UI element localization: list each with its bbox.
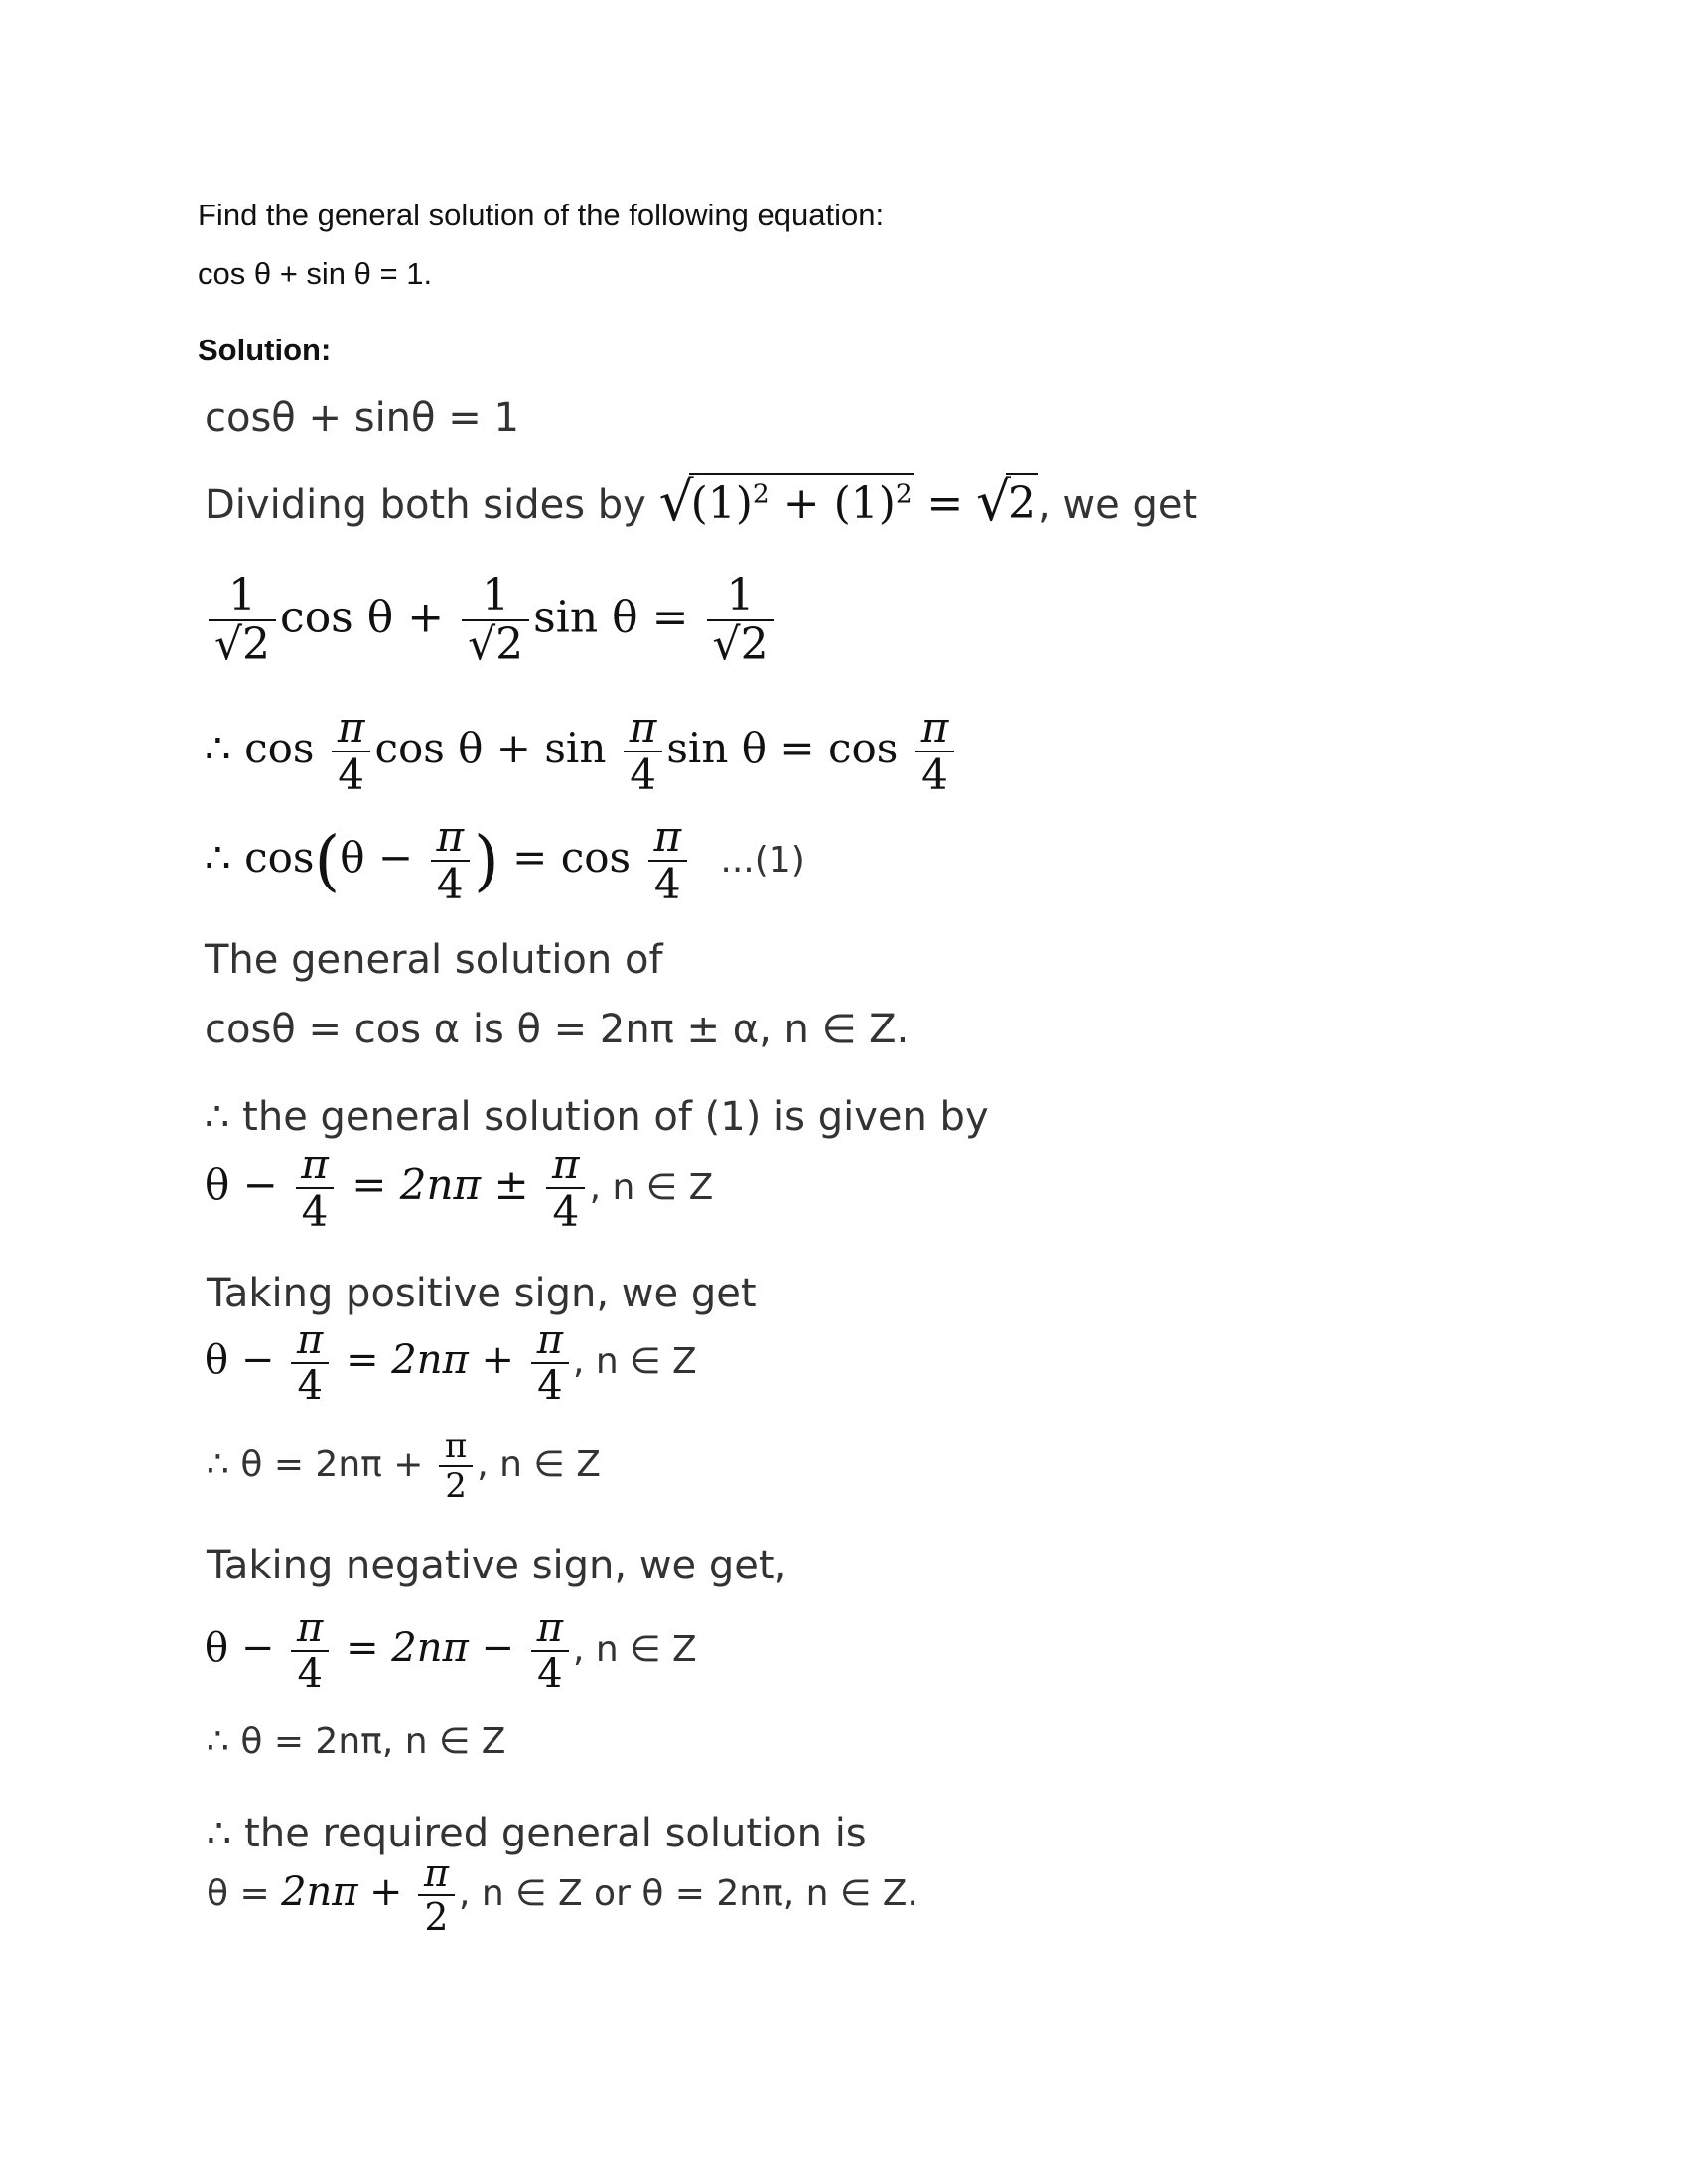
plus-sign: + <box>407 592 445 643</box>
two-n-pi: 2nπ <box>391 1337 469 1383</box>
sqrt-expression <box>658 470 914 533</box>
cos-label: cos <box>827 724 899 772</box>
plus-minus-sign: ± <box>493 1160 529 1209</box>
numerator: π <box>552 1140 580 1188</box>
cos-label: cos <box>244 724 315 772</box>
two-n-pi: 2nπ <box>399 1160 482 1209</box>
therefore-sign: ∴ <box>205 724 231 772</box>
dividing-step <box>205 470 1198 533</box>
denominator: 4 <box>332 751 370 796</box>
theta: θ <box>205 1160 230 1209</box>
minus-sign: − <box>242 1160 278 1209</box>
fraction-pi-over-four <box>624 703 663 799</box>
general-solution-formula: cosθ = cos α is θ = 2nπ ± α, n ∈ Z. <box>205 1007 910 1052</box>
denominator: 4 <box>291 1362 328 1406</box>
cos-label: cos <box>560 833 632 882</box>
equation-general <box>205 1140 714 1236</box>
fraction-pi-over-two <box>439 1427 473 1506</box>
result-positive-prefix: ∴ θ = 2nπ + <box>207 1444 424 1485</box>
n-in-z: , n ∈ Z <box>589 1167 714 1208</box>
denominator: 4 <box>296 1187 335 1233</box>
numerator: π <box>301 1140 329 1188</box>
dividing-prefix: Dividing both sides by <box>205 482 646 528</box>
denominator: 4 <box>915 751 954 796</box>
cos-theta: cos θ <box>280 592 394 643</box>
numerator: π <box>297 1317 324 1363</box>
radical-sign: √ <box>976 470 1012 533</box>
sin-theta: sin θ <box>666 724 768 772</box>
n-in-z: , n ∈ Z <box>477 1444 601 1485</box>
n-in-z: , n ∈ Z <box>573 1629 697 1670</box>
equals-sign: = <box>926 478 964 529</box>
theta: θ <box>205 1625 229 1671</box>
plus-sign: + <box>369 1869 403 1915</box>
numerator: π <box>629 703 657 751</box>
sin-theta: sin θ <box>533 592 638 643</box>
denominator: 2 <box>495 619 524 670</box>
equals-sign: = <box>779 724 815 772</box>
numerator: 1 <box>726 570 755 620</box>
two-n-pi: 2nπ <box>281 1869 358 1915</box>
fraction-pi-over-four <box>546 1140 586 1236</box>
minus-sign: − <box>240 1625 275 1671</box>
term-one-squared-a: (1) <box>690 478 753 529</box>
fraction-pi-over-four <box>295 1140 335 1236</box>
fraction-one-over-root-two <box>209 570 276 670</box>
taking-negative-text: Taking negative sign, we get, <box>207 1543 787 1588</box>
result-negative: ∴ θ = 2nπ, n ∈ Z <box>207 1721 506 1762</box>
numerator: π <box>536 1605 564 1651</box>
denominator: 4 <box>531 1650 568 1694</box>
numerator: 1 <box>482 570 510 620</box>
denominator: 2 <box>439 1465 473 1503</box>
result-positive <box>207 1427 601 1506</box>
denominator: 4 <box>624 751 662 796</box>
fraction-one-over-root-two <box>462 570 529 670</box>
exponent-b: 2 <box>895 478 913 510</box>
denominator: 2 <box>740 619 769 670</box>
dividing-suffix: , we get <box>1038 482 1198 528</box>
taking-positive-text: Taking positive sign, we get <box>207 1271 757 1316</box>
denominator: 4 <box>648 860 687 905</box>
solution-heading: Solution: <box>198 333 332 367</box>
equation-step-1: cosθ + sinθ = 1 <box>205 395 519 441</box>
denominator: 4 <box>431 860 470 905</box>
plus-sign: + <box>495 724 531 772</box>
radical-sign: √ <box>712 619 741 670</box>
fraction-pi-over-four <box>291 1317 329 1409</box>
radical-sign: √ <box>468 619 496 670</box>
fraction-pi-over-four <box>647 812 687 908</box>
radicand: 2 <box>1006 473 1038 529</box>
equation-positive <box>205 1317 697 1409</box>
plus-sign: + <box>782 478 820 529</box>
numerator: π <box>337 703 365 751</box>
two-n-pi: 2nπ <box>391 1625 469 1671</box>
required-solution-text: ∴ the required general solution is <box>207 1811 867 1856</box>
n-in-z: , n ∈ Z <box>573 1341 697 1382</box>
fraction-pi-over-four <box>291 1605 329 1697</box>
cos-theta: cos θ <box>374 724 484 772</box>
equals-sign: = <box>346 1625 379 1671</box>
equation-step-5 <box>205 812 805 908</box>
denominator: 4 <box>531 1362 568 1406</box>
therefore-sign: ∴ <box>205 833 231 882</box>
sin-label: sin <box>544 724 607 772</box>
question-text: Find the general solution of the following equation: <box>198 198 885 232</box>
right-paren: ) <box>474 822 499 899</box>
numerator: π <box>436 812 465 861</box>
equation-step-4 <box>205 703 958 799</box>
equation-step-3 <box>205 570 778 670</box>
numerator: π <box>297 1605 324 1651</box>
equals-sign: = <box>651 592 689 643</box>
numerator: π <box>920 703 949 751</box>
equals-sign: = <box>512 833 548 882</box>
denominator: 4 <box>291 1650 328 1694</box>
fraction-pi-over-four <box>531 1317 569 1409</box>
equation-reference: ...(1) <box>720 840 805 881</box>
minus-sign: − <box>481 1625 515 1671</box>
numerator: π <box>653 812 682 861</box>
equals-sign: = <box>352 1160 387 1209</box>
minus-sign: − <box>377 833 414 882</box>
numerator: π <box>536 1317 564 1363</box>
final-suffix: , n ∈ Z or θ = 2nπ, n ∈ Z. <box>459 1873 918 1914</box>
sqrt-two <box>976 470 1038 533</box>
radical-sign: √ <box>658 470 694 533</box>
given-by-text: ∴ the general solution of (1) is given by <box>205 1094 989 1140</box>
equals-sign: = <box>346 1337 379 1383</box>
theta: θ <box>205 1337 229 1383</box>
left-paren: ( <box>314 822 341 899</box>
equation-negative <box>205 1605 697 1697</box>
theta: θ <box>340 833 365 882</box>
fraction-pi-over-two <box>418 1851 455 1939</box>
fraction-pi-over-four <box>531 1605 569 1697</box>
numerator: 1 <box>228 570 257 620</box>
fraction-pi-over-four <box>430 812 470 908</box>
final-prefix: θ = <box>207 1873 270 1914</box>
fraction-pi-over-four <box>915 703 955 799</box>
exponent-a: 2 <box>752 478 770 510</box>
radical-sign: √ <box>214 619 243 670</box>
numerator: π <box>444 1427 468 1466</box>
fraction-pi-over-four <box>332 703 371 799</box>
fraction-one-over-root-two <box>707 570 774 670</box>
denominator: 4 <box>546 1187 585 1233</box>
plus-sign: + <box>481 1337 515 1383</box>
numerator: π <box>424 1851 449 1895</box>
minus-sign: − <box>240 1337 275 1383</box>
term-one-squared-b: (1) <box>833 478 896 529</box>
final-answer <box>207 1851 918 1939</box>
denominator: 2 <box>418 1894 454 1936</box>
general-solution-intro: The general solution of <box>205 937 663 983</box>
cos-label: cos <box>244 833 315 882</box>
denominator: 2 <box>242 619 271 670</box>
question-equation: cos θ + sin θ = 1. <box>198 256 433 291</box>
